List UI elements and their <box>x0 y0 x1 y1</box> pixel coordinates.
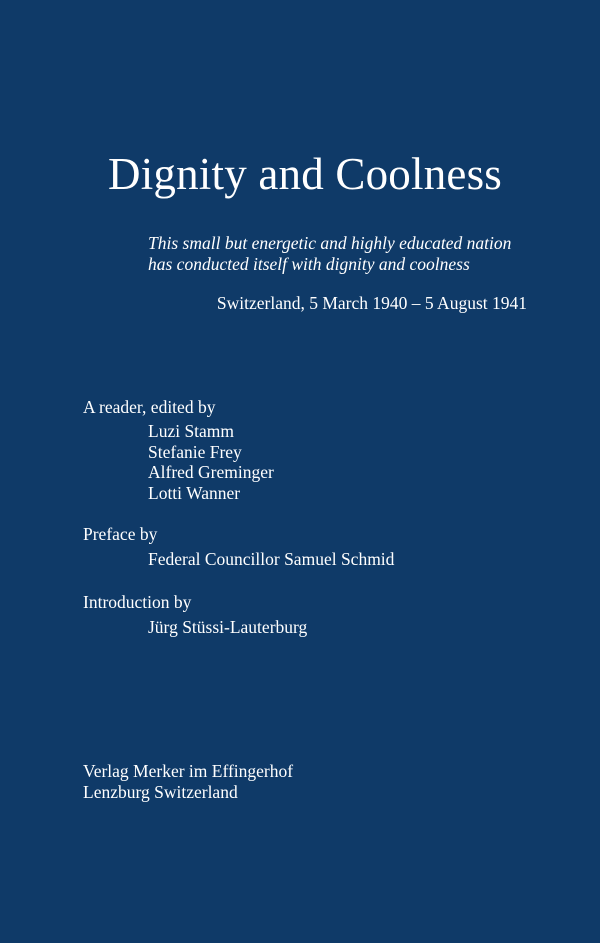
editor-name: Luzi Stamm <box>148 421 235 441</box>
publisher-name: Verlag Merker im Effingerhof <box>83 761 294 781</box>
preface-author: Federal Councillor Samuel Schmid <box>148 549 395 569</box>
epigraph-line-1: This small but energetic and highly educated nation <box>148 233 512 253</box>
preface-label: Preface by <box>83 524 158 544</box>
epigraph-quote <box>148 233 511 275</box>
editors-list <box>148 421 274 504</box>
epigraph-line-2: has conducted itself with dignity and coolness <box>148 254 470 274</box>
date-range: Switzerland, 5 March 1940 – 5 August 1941 <box>216 293 527 313</box>
introduction-author: Jürg Stüssi-Lauterburg <box>148 617 308 637</box>
book-title: Dignity and Coolness <box>108 149 502 199</box>
introduction-label: Introduction by <box>83 592 192 612</box>
publisher-location: Lenzburg Switzerland <box>83 782 238 802</box>
publisher-block <box>83 761 293 803</box>
editors-label: A reader, edited by <box>83 397 216 417</box>
editor-name: Stefanie Frey <box>148 441 242 462</box>
editor-name: Lotti Wanner <box>148 483 241 504</box>
editor-name: Alfred Greminger <box>148 462 274 483</box>
